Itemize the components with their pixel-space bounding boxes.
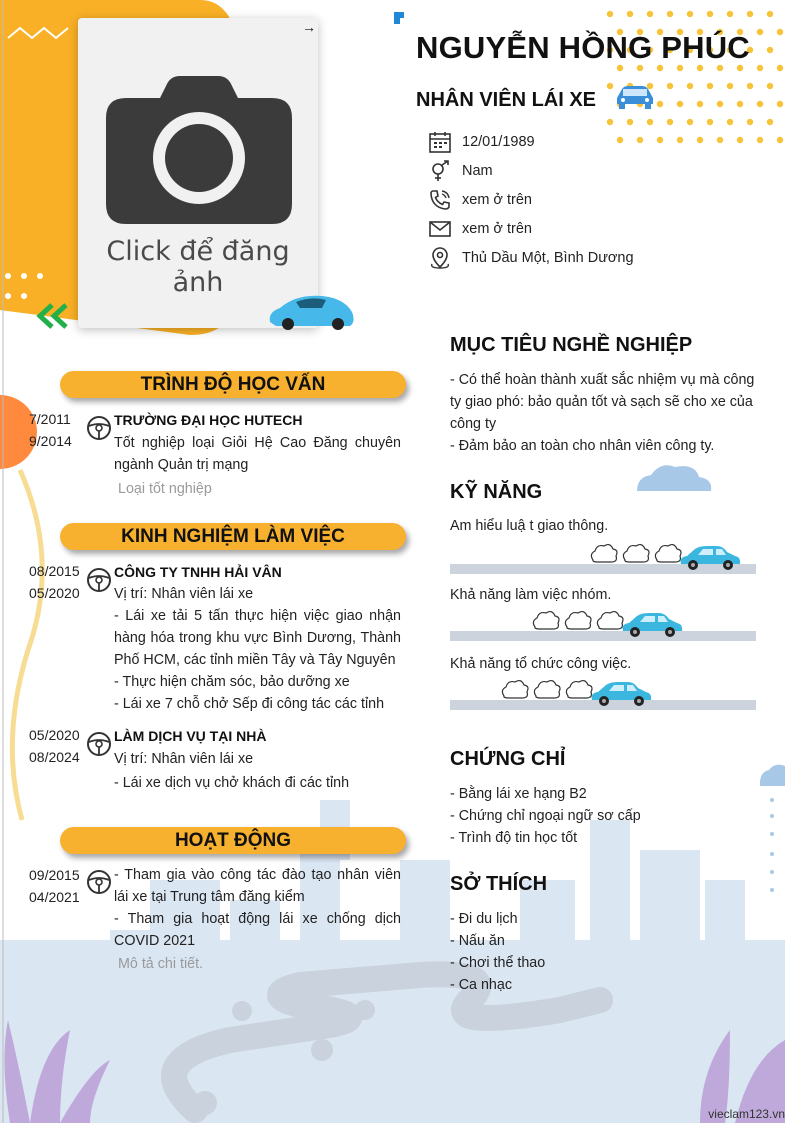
experience-heading: KINH NGHIỆM LÀM VIỆC bbox=[60, 523, 406, 550]
activity-start: 09/2015 bbox=[29, 867, 80, 883]
exhaust-cloud-icon bbox=[655, 545, 681, 562]
car-icon bbox=[592, 682, 652, 706]
company-name: CÔNG TY TNHH HẢI VÂN bbox=[114, 564, 282, 580]
exhaust-cloud-icon bbox=[591, 545, 617, 562]
experience-1-details bbox=[114, 583, 401, 715]
footer-site: vieclam123.vn bbox=[708, 1107, 785, 1121]
hobby-item: - Ca nhạc bbox=[450, 977, 512, 993]
education-heading: TRÌNH ĐỘ HỌC VẤN bbox=[60, 371, 406, 398]
phone-row bbox=[428, 187, 532, 213]
company-name: LÀM DỊCH VỤ TẠI NHÀ bbox=[114, 728, 267, 744]
location-pin-icon bbox=[428, 246, 452, 270]
detail-line: Vị trí: Nhân viên lái xe bbox=[114, 751, 254, 767]
objective-text bbox=[450, 369, 758, 457]
activity-details bbox=[114, 864, 401, 952]
skill-car-marker bbox=[589, 542, 741, 577]
exhaust-cloud-icon bbox=[534, 681, 560, 698]
photo-placeholder-text: Click để đăng ảnh bbox=[106, 236, 290, 298]
detail-line: - Thực hiện chăm sóc, bảo dưỡng xe bbox=[114, 674, 350, 690]
exhaust-cloud-icon bbox=[565, 612, 591, 629]
certificates-heading: CHỨNG CHỈ bbox=[450, 748, 566, 770]
education-description: Tốt nghiệp loại Giỏi Hệ Cao Đăng chuyên ngành Quản trị mạng bbox=[114, 435, 401, 473]
phone-icon bbox=[428, 188, 452, 212]
hobby-item: - Nấu ăn bbox=[450, 933, 505, 949]
skills-heading: KỸ NĂNG bbox=[450, 481, 543, 503]
hobby-item: - Chơi thể thao bbox=[450, 955, 546, 971]
camera-icon bbox=[106, 76, 292, 224]
birthday-row bbox=[428, 129, 535, 155]
detail-line: - Tham gia hoạt động lái xe chống dịch COVID 2021 bbox=[114, 911, 401, 949]
car-icon bbox=[680, 546, 740, 570]
job-title: NHÂN VIÊN LÁI XE bbox=[416, 89, 597, 111]
certificate-item: - Chứng chỉ ngoại ngữ sơ cấp bbox=[450, 808, 641, 824]
activities-heading: HOẠT ĐỘNG bbox=[60, 827, 406, 854]
sports-car-illustration bbox=[266, 288, 356, 333]
experience-1-end: 05/2020 bbox=[29, 585, 80, 601]
candidate-name: NGUYỄN HỒNG PHÚC bbox=[416, 30, 750, 65]
objective-line: - Có thể hoàn thành xuất sắc nhiệm vụ mà công ty giao phó: bảo quản tốt và sạch sẽ cho xe của công ty bbox=[450, 372, 755, 432]
experience-2-details bbox=[114, 748, 401, 794]
hobbies-heading: SỞ THÍCH bbox=[450, 873, 548, 895]
address-value: Thủ Dầu Một, Bình Dương bbox=[462, 250, 634, 266]
email-value: xem ở trên bbox=[462, 221, 532, 237]
exhaust-cloud-icon bbox=[502, 681, 528, 698]
skill-label: Khả năng tổ chức công việc. bbox=[450, 656, 632, 672]
activity-note: Mô tả chi tiết. bbox=[118, 956, 204, 972]
car-icon bbox=[614, 84, 656, 110]
hobby-item: - Đi du lịch bbox=[450, 911, 518, 927]
objective-heading: MỤC TIÊU NGHỀ NGHIỆP bbox=[450, 334, 693, 356]
certificate-item: - Trình độ tin học tốt bbox=[450, 830, 578, 846]
certificates-list bbox=[450, 783, 760, 849]
exhaust-cloud-icon bbox=[566, 681, 592, 698]
exhaust-cloud-icon bbox=[597, 612, 623, 629]
exhaust-cloud-icon bbox=[533, 612, 559, 629]
skill-car-marker bbox=[500, 678, 652, 713]
education-note: Loại tốt nghiệp bbox=[118, 481, 212, 497]
experience-2-end: 08/2024 bbox=[29, 749, 80, 765]
calendar-icon bbox=[428, 130, 452, 154]
objective-line: - Đảm bảo an toàn cho nhân viên công ty. bbox=[450, 438, 715, 454]
activity-end: 04/2021 bbox=[29, 889, 80, 905]
skill-label: Am hiểu luậ t giao thông. bbox=[450, 518, 609, 534]
steering-wheel-icon bbox=[86, 869, 112, 895]
steering-wheel-icon bbox=[86, 567, 112, 593]
steering-wheel-icon bbox=[86, 415, 112, 441]
detail-line: - Tham gia vào công tác đào tạo nhân viên lái xe tại Trung tâm đăng kiểm bbox=[114, 867, 401, 905]
detail-line: Vị trí: Nhân viên lái xe bbox=[114, 586, 254, 602]
steering-wheel-icon bbox=[86, 731, 112, 757]
email-row bbox=[428, 216, 532, 242]
gender-row bbox=[428, 158, 493, 184]
gender-value: Nam bbox=[462, 163, 493, 179]
birthday-value: 12/01/1989 bbox=[462, 134, 535, 150]
experience-2-start: 05/2020 bbox=[29, 727, 80, 743]
avatar-upload-box[interactable] bbox=[78, 18, 318, 328]
arrow-right-icon[interactable]: → bbox=[302, 19, 316, 35]
experience-1-start: 08/2015 bbox=[29, 563, 80, 579]
gender-icon bbox=[428, 159, 452, 183]
phone-value: xem ở trên bbox=[462, 192, 532, 208]
education-end-date: 9/2014 bbox=[29, 433, 72, 449]
detail-line: - Lái xe tải 5 tấn thực hiện việc giao nhận hàng hóa trong khu vực Bình Dương, Thành Phố HCM, các tỉnh miền Tây và Tây Nguyên bbox=[114, 608, 401, 668]
school-name: TRƯỜNG ĐẠI HỌC HUTECH bbox=[114, 412, 303, 428]
education-start-date: 7/2011 bbox=[29, 411, 71, 427]
exhaust-cloud-icon bbox=[623, 545, 649, 562]
hobbies-list bbox=[450, 908, 760, 996]
certificate-item: - Bằng lái xe hạng B2 bbox=[450, 786, 587, 802]
detail-line: - Lái xe 7 chỗ chở Sếp đi công tác các tỉnh bbox=[114, 696, 385, 712]
car-icon bbox=[622, 613, 682, 637]
address-row bbox=[428, 245, 634, 271]
skill-car-marker bbox=[531, 609, 683, 644]
detail-line: - Lái xe dịch vụ chở khách đi các tỉnh bbox=[114, 775, 350, 791]
skill-label: Khả năng làm việc nhóm. bbox=[450, 587, 612, 603]
mail-icon bbox=[428, 217, 452, 241]
